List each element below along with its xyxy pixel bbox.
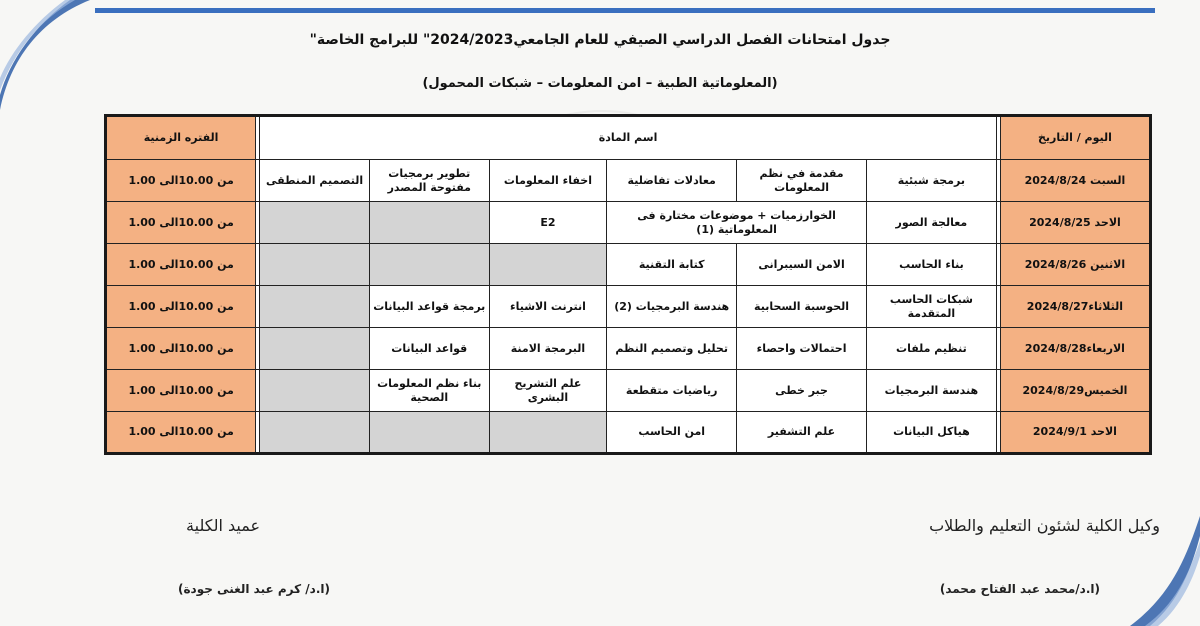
subject-cell: مقدمة في نظم المعلومات	[737, 160, 867, 202]
subject-cell: الامن السيبرانى	[737, 244, 867, 286]
table-header-row	[106, 116, 1151, 160]
subject-cell: E2	[489, 202, 607, 244]
row-time: من 10.00الى 1.00	[106, 202, 256, 244]
subject-cell: كتابة التقنية	[607, 244, 737, 286]
column-spacer	[256, 202, 260, 244]
vice-dean-name: (ا.د/محمد عبد الفتاح محمد)	[939, 582, 1100, 596]
row-time: من 10.00الى 1.00	[106, 370, 256, 412]
subject-cell: معالجة الصور	[866, 202, 996, 244]
header-time-period: الفتره الزمنية	[106, 116, 256, 160]
subject-cell: برمجة قواعد البيانات	[369, 286, 489, 328]
page-title: جدول امتحانات الفصل الدراسي الصيفي للعام الجامعي2024/2023" للبرامج الخاصة"	[309, 32, 891, 48]
decorative-swoosh-top-left	[0, 0, 90, 110]
column-spacer	[996, 202, 1000, 244]
column-spacer	[256, 160, 260, 202]
subject-cell: شبكات الحاسب المتقدمة	[866, 286, 996, 328]
row-time: من 10.00الى 1.00	[106, 244, 256, 286]
subject-cell: علم التشريح البشرى	[489, 370, 607, 412]
column-spacer	[256, 370, 260, 412]
subject-cell: هندسة البرمجيات (2)	[607, 286, 737, 328]
row-day: السبت 2024/8/24	[1000, 160, 1150, 202]
dean-title: عميد الكلية	[186, 516, 260, 535]
header-accent-line	[95, 8, 1155, 13]
dean-name: (ا.د/ كرم عبد الغنى جودة)	[177, 582, 330, 596]
empty-cell	[260, 202, 370, 244]
column-spacer	[996, 412, 1000, 454]
row-time: من 10.00الى 1.00	[106, 412, 256, 454]
subject-cell: التصميم المنطقى	[260, 160, 370, 202]
empty-cell	[260, 328, 370, 370]
column-spacer	[256, 412, 260, 454]
subject-cell: تنظيم ملفات	[866, 328, 996, 370]
subject-cell: هندسة البرمجيات	[866, 370, 996, 412]
column-spacer	[256, 328, 260, 370]
row-time: من 10.00الى 1.00	[106, 286, 256, 328]
empty-cell	[369, 202, 489, 244]
subject-cell: جبر خطى	[737, 370, 867, 412]
header-day-date: اليوم / التاريخ	[1000, 116, 1150, 160]
table-row	[106, 328, 1151, 370]
empty-cell	[369, 412, 489, 454]
exam-schedule-table	[104, 114, 1152, 455]
subject-cell: هياكل البيانات	[866, 412, 996, 454]
column-spacer	[256, 244, 260, 286]
table-row	[106, 160, 1151, 202]
subject-cell: احتمالات واحصاء	[737, 328, 867, 370]
column-spacer	[996, 160, 1000, 202]
subject-cell: البرمجة الامنة	[489, 328, 607, 370]
row-day: الاحد 2024/8/25	[1000, 202, 1150, 244]
column-spacer	[996, 244, 1000, 286]
row-day: الاحد 2024/9/1	[1000, 412, 1150, 454]
column-spacer	[256, 286, 260, 328]
table-row	[106, 286, 1151, 328]
row-day: الثلاثاء2024/8/27	[1000, 286, 1150, 328]
column-spacer	[996, 116, 1000, 160]
column-spacer	[996, 370, 1000, 412]
empty-cell	[489, 412, 607, 454]
decorative-swoosh-bottom-right	[1130, 516, 1200, 626]
subject-cell: بناء نظم المعلومات الصحية	[369, 370, 489, 412]
subject-cell: انترنت الاشياء	[489, 286, 607, 328]
subject-cell: علم التشفير	[737, 412, 867, 454]
subject-cell: الحوسبة السحابية	[737, 286, 867, 328]
row-day: الاربعاء2024/8/28	[1000, 328, 1150, 370]
table-row	[106, 412, 1151, 454]
subject-cell: امن الحاسب	[607, 412, 737, 454]
column-spacer	[996, 286, 1000, 328]
vice-dean-title: وكيل الكلية لشئون التعليم والطلاب	[929, 516, 1160, 535]
empty-cell	[260, 370, 370, 412]
row-time: من 10.00الى 1.00	[106, 328, 256, 370]
subject-cell: تحليل وتصميم النظم	[607, 328, 737, 370]
subject-cell-merged: الخوارزميات + موضوعات مختارة فى المعلوماتية (1)	[607, 202, 867, 244]
subject-cell: بناء الحاسب	[866, 244, 996, 286]
empty-cell	[260, 286, 370, 328]
table-row	[106, 244, 1151, 286]
header-subject-name: اسم المادة	[260, 116, 997, 160]
table-row	[106, 370, 1151, 412]
subject-cell: برمجة شبئية	[866, 160, 996, 202]
subject-cell: رياضيات متقطعة	[607, 370, 737, 412]
subject-cell: تطوير برمجيات مفتوحة المصدر	[369, 160, 489, 202]
empty-cell	[369, 244, 489, 286]
row-time: من 10.00الى 1.00	[106, 160, 256, 202]
column-spacer	[996, 328, 1000, 370]
empty-cell	[260, 244, 370, 286]
empty-cell	[489, 244, 607, 286]
row-day: الاثنين 2024/8/26	[1000, 244, 1150, 286]
subject-cell: معادلات تفاضلية	[607, 160, 737, 202]
subject-cell: قواعد البيانات	[369, 328, 489, 370]
page-subtitle: (المعلوماتية الطبية – امن المعلومات – شبكات المحمول)	[422, 76, 778, 91]
empty-cell	[260, 412, 370, 454]
subject-cell: اخفاء المعلومات	[489, 160, 607, 202]
row-day: الخميس2024/8/29	[1000, 370, 1150, 412]
column-spacer	[256, 116, 260, 160]
table-row	[106, 202, 1151, 244]
